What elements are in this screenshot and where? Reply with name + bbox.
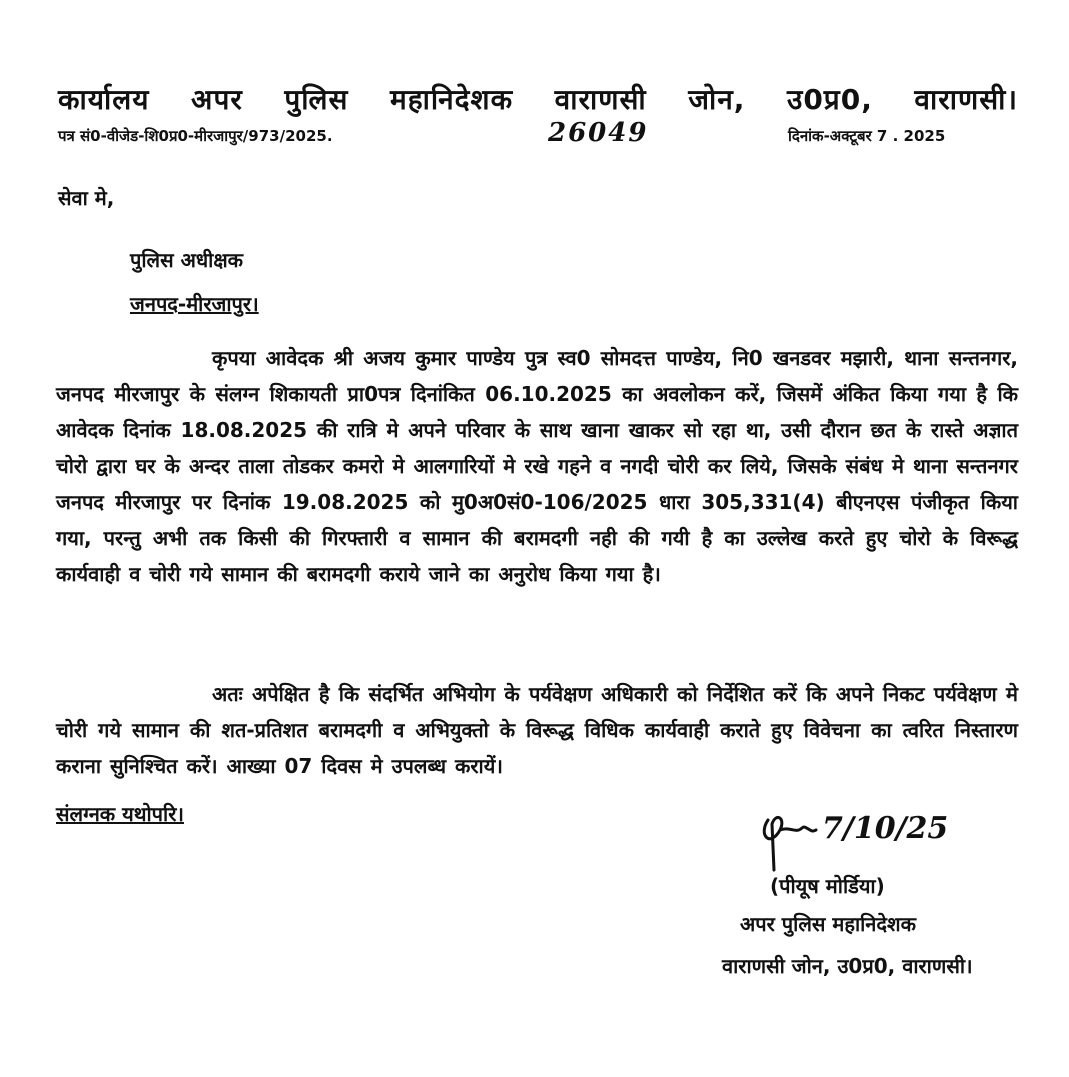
letter-reference: पत्र सं0-वीजेड-शि0प्र0-मीरजापुर/973/2025. (58, 127, 333, 145)
body-paragraph-2: अतः अपेक्षित है कि संदर्भित अभियोग के पर्यवेक्षण अधिकारी को निर्देशित करें कि अपने निकट पर्यवेक्षण मे चोरी गये सामान की शत-प्रतिशत बरामदगी व अभियुक्तो के विरूद्ध विधिक कार्यवाही कराते हुए विवेचना का त्वरित निस्तारण कराना सुनिश्चित करें। आख्या 07 दिवस मे उपलब्ध करायें। (56, 682, 1018, 778)
letter-date: दिनांक-अक्टूबर 7 . 2025 (788, 127, 946, 145)
signatory-name: (पीयूष मोर्डिया) (770, 874, 885, 898)
signatory-designation: अपर पुलिस महानिदेशक (740, 912, 916, 936)
enclosure-note: संलग्नक यथोपरि। (56, 802, 184, 826)
handwritten-signature (750, 790, 950, 880)
body-paragraph-1: कृपया आवेदक श्री अजय कुमार पाण्डेय पुत्र स्व0 सोमदत्त पाण्डेय, नि0 खनडवर मझारी, थाना सन्तनगर, जनपद मीरजापुर के संलग्न शिकायती प्रा0पत्र दिनांकित 06.10.2025 का अवलोकन करें, जिसमें अंकित किया गया है कि आवेदक दिनांक 18.08.2025 की रात्रि मे अपने परिवार के साथ खाना खाकर सो रहा था, उसी दौरान छत के रास्ते अज्ञात चोरो द्वारा घर के अन्दर ताला तोडकर कमरो मे आलगारियों मे रखे गहने व नगदी चोरी कर लिये, जिसके संबंध मे थाना सन्तनगर जनपद मीरजापुर पर दिनांक 19.08.2025 को मु0अ0सं0-106/2025 धारा 305,331(4) बीएनएस पंजीकृत किया गया, परन्तु अभी तक किसी की गिरफ्तारी व सामान की बरामदगी नही की गयी है का उल्लेख करते हुए चोरो के विरूद्ध कार्यवाही व चोरी गये सामान की बरामदगी कराये जाने का अनुरोध किया गया है। (56, 346, 1018, 586)
office-title: कार्यालय अपर पुलिस महानिदेशक वाराणसी जोन, उ0प्र0, वाराणसी। (58, 83, 1018, 116)
addressee-designation: पुलिस अधीक्षक (130, 248, 244, 272)
salutation: सेवा मे, (58, 186, 115, 210)
handwritten-number: 26049 (548, 118, 649, 148)
addressee-district: जनपद-मीरजापुर। (130, 292, 259, 316)
signature-date: 7/10/25 (822, 811, 949, 846)
signatory-office: वाराणसी जोन, उ0प्र0, वाराणसी। (722, 954, 973, 978)
signature-stroke (764, 817, 816, 870)
